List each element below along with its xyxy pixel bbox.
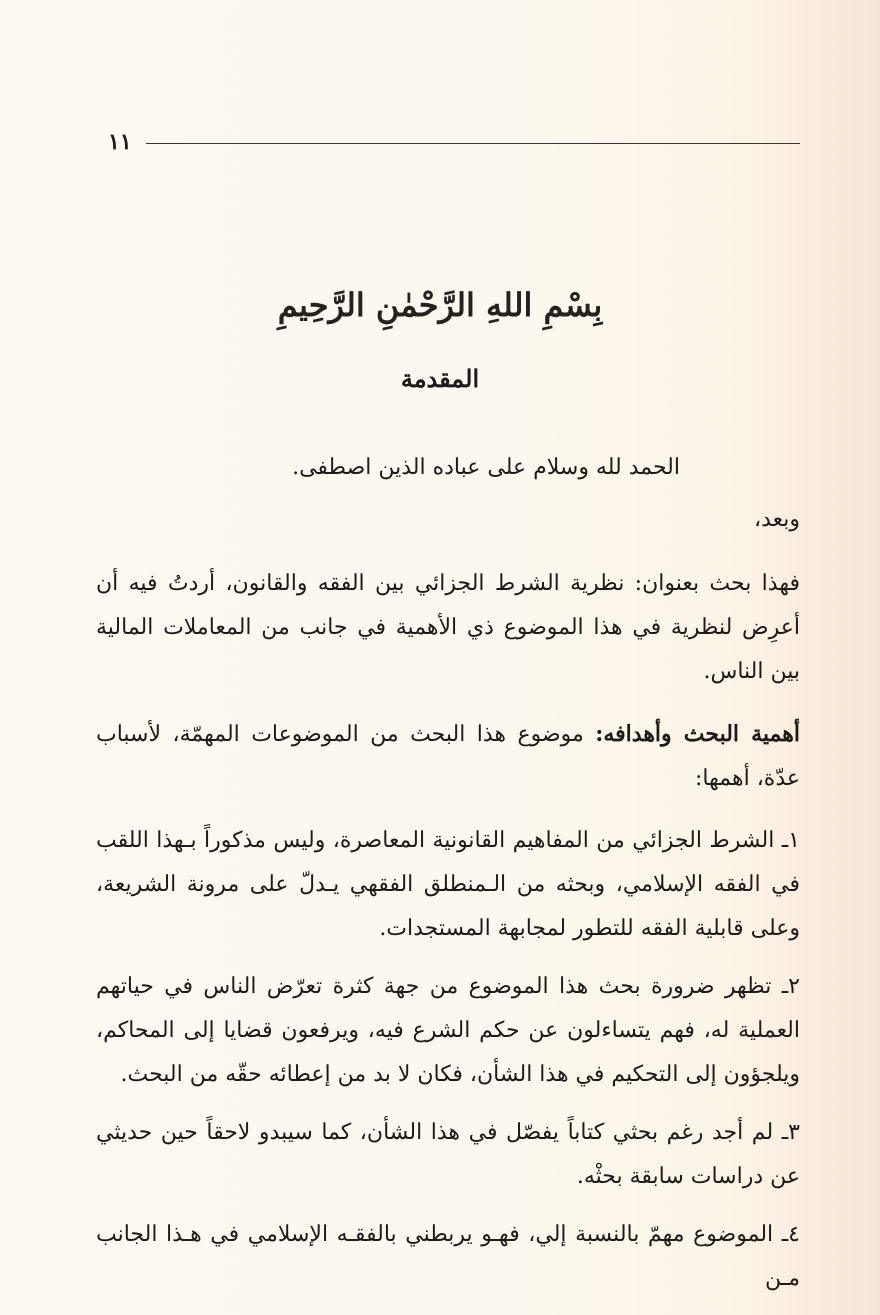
header-rule (146, 143, 800, 144)
reason-item-4: ٤ـ الموضوع مهمّ بالنسبة إلي، فهـو يربطني بالفقـه الإسلامي في هـذا الجانب مـن (96, 1222, 800, 1291)
page-number: ١١ (108, 129, 132, 155)
reason-item-2: ٢ـ تظهر ضرورة بحث هذا الموضوع من جهة كثرة تعرّض الناس في حياتهم العملية له، فهم يتساءلون عن حكم الشرع فيه، ويرفعون قضايا إلى المحاكم، ويلجؤون إلى التحكيم في هذا الشأن، فكان لا بد من إعطائه حقّه من البحث. (96, 974, 800, 1087)
importance-paragraph (96, 712, 800, 801)
wa-bad-line: وبعد، (753, 507, 800, 532)
chapter-title: المقدمة (400, 364, 480, 393)
page-header (108, 128, 800, 158)
intro-paragraph: فهذا بحث بعنوان: نظرية الشرط الجزائي بين الفقه والقانون، أردتُ فيه أن أعرِض لنظرية في هذا الموضوع ذي الأهمية في جانب من المعاملات المالية بين الناس. (96, 571, 800, 684)
basmala-calligraphy: بِسْمِ اللهِ الرَّحْمٰنِ الرَّحِيمِ (277, 286, 603, 324)
reason-item-1: ١ـ الشرط الجزائي من المفاهيم القانونية المعاصرة، وليس مذكوراً بـهذا اللقب في الفقه الإسلامي، وبحثه من الـمنطلق الفقهي يـدلّ على مرونة الشريعة، وعلى قابلية الفقه للتطور لمجابهة المستجدات. (96, 828, 800, 941)
body-text (96, 446, 800, 1315)
importance-heading: أهمية البحث وأهدافه: (595, 721, 800, 747)
opening-line: الحمد لله وسلام على عباده الذين اصطفى. (292, 455, 680, 480)
importance-text: موضوع هذا البحث من الموضوعات المهمّة، لأسباب عدّة، أهمها: (96, 722, 800, 791)
reason-item-3: ٣ـ لم أجد رغم بحثي كتاباً يفصّل في هذا الشأن، كما سيبدو لاحقاً حين حديثي عن دراسات سابقة بحثْه. (96, 1120, 800, 1189)
